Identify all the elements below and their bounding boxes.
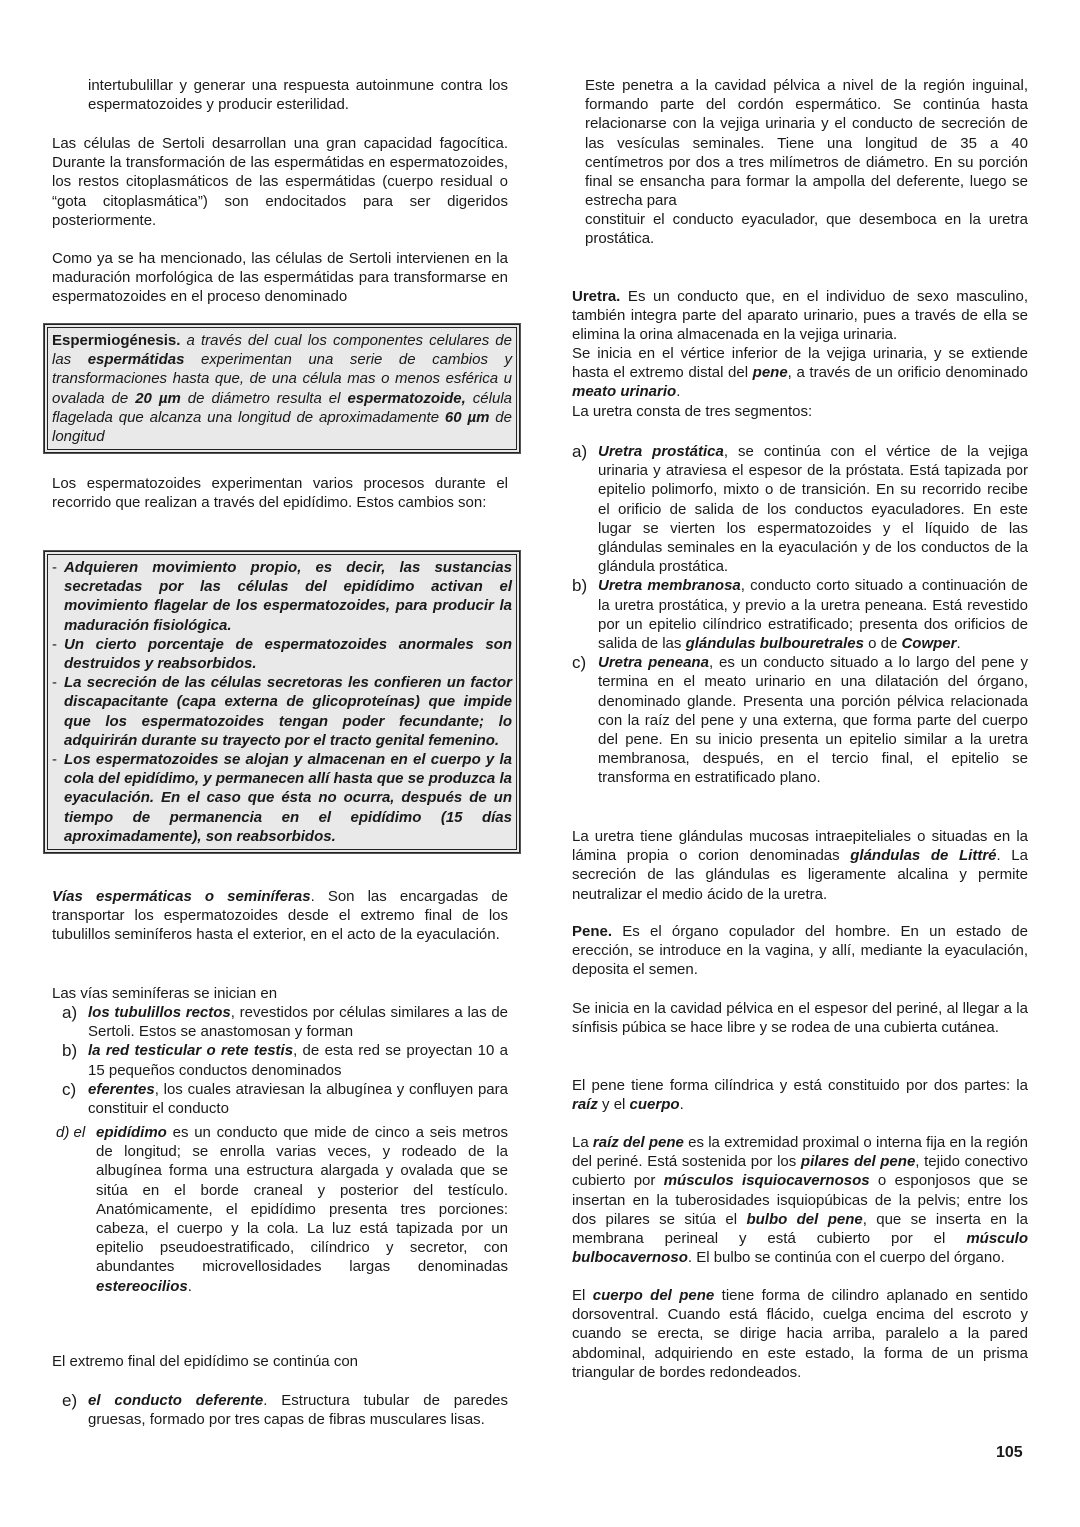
paragraph-pene: [572, 922, 1028, 980]
text-run: Este penetra a la cavidad pélvica a nivel de la región inguinal, formando parte del cordón espermático. Se continúa hasta relacionarse con la vejiga urinaria y el conducto de secreción de las vesículas seminales. Tiene una longitud de 35 a 40 centímetros por dos a tres milímetros de diámetro. En su porción final se ensancha para formar la ampolla del deferente, luego se estrecha para: [585, 77, 1028, 210]
paragraph-extremo-final: [52, 1352, 508, 1371]
emphasized-text: espermatozoide,: [347, 389, 466, 407]
text-run: Como ya se ha mencionado, las células de Sertoli intervienen en la maduración morfológica de las espermátidas para transformarse en espermatozoides en el proceso denominado: [52, 250, 508, 306]
list-item: [52, 1391, 508, 1429]
emphasized-text: glándulas de Littré: [850, 847, 997, 865]
emphasized-text: 60 µm: [444, 408, 490, 426]
list-marker: c): [572, 653, 587, 673]
text-run: La uretra tiene glándulas mucosas intraepiteliales o situadas en la lámina propia o corion denominadas: [572, 828, 1028, 865]
emphasized-text: Pene.: [572, 923, 613, 940]
list-marker: c): [62, 1079, 77, 1099]
emphasized-text: Uretra peneana: [598, 654, 709, 672]
text-run: El: [572, 1287, 593, 1304]
paragraph-deferente-end: [585, 210, 1028, 248]
list-marker: -: [52, 674, 57, 692]
text-run: Las vías seminíferas se inician en: [52, 985, 278, 1002]
text-run: , se continúa con el vértice de la vejiga urinaria y atraviesa el espesor de la próstata. Está tapizada por epitelio polimorfo, mixto o de transición. En su recorrido recibe el orificio de salida de los conductos eyaculadores. En este lugar se vierten los espermatozoides y el líquido de las glándulas seminales en la eyaculación y de los conductos de la glándula prostática.: [598, 443, 1028, 576]
list-marker: a): [572, 442, 588, 461]
list-item-text: [598, 442, 1028, 576]
page-number: 105: [996, 1444, 1023, 1461]
paragraph-epididymis-changes: [52, 474, 508, 512]
emphasized-text: de longitud: [52, 408, 512, 446]
paragraph-sertoli-phagocytic: [52, 134, 508, 230]
item-conducto-deferente: [52, 1391, 508, 1429]
list-item: [52, 558, 512, 635]
text-run: . Son las encargadas de transportar los espermatozoides desde el extremo final de los tubulillos seminíferos hasta el exterior, en el acto de la eyaculación.: [52, 888, 509, 944]
changes-list-box: [44, 551, 520, 853]
emphasized-text: de diámetro resulta el: [180, 389, 348, 407]
paragraph-uretra-inicio: [572, 344, 1028, 402]
emphasized-text: los tubulillos rectos: [88, 1004, 231, 1021]
paragraph-cuerpo-pene: [572, 1286, 1028, 1382]
list-item: [52, 1041, 508, 1079]
text-run: y el: [597, 1096, 630, 1114]
text-run: .: [679, 1096, 684, 1114]
list-item-text: [598, 653, 1028, 787]
text-run: Es un conducto que, en el individuo de sexo masculino, también integra parte del aparato urinario, pues a través de ella se elimina la orina almacenada en la vejiga urinaria.: [572, 288, 1028, 344]
emphasized-text: Vías espermáticas o seminíferas: [52, 888, 311, 905]
text-run: o de: [863, 635, 902, 653]
list-marker: -: [52, 635, 57, 653]
text-run: Se inicia en la cavidad pélvica en el espesor del periné, al llegar a la sínfisis púbica se hace libre y se rodea de una cubierta cutánea.: [572, 1000, 1028, 1037]
item-epididimo: [56, 1123, 508, 1296]
list-marker: d) el: [56, 1124, 86, 1141]
list-item-text: [64, 558, 512, 635]
emphasized-text: raíz: [572, 1096, 598, 1114]
list-item: [52, 635, 512, 673]
text-run: , que se inserta en la membrana perineal y está cubierto por el: [572, 1210, 1028, 1248]
text-run: . Estructura tubular de paredes gruesas, formado por tres capas de fibras musculares lisas.: [88, 1392, 509, 1429]
text-run: La uretra consta de tres segmentos:: [572, 403, 813, 420]
emphasized-text: epidídimo: [96, 1124, 167, 1141]
text-run: tiene forma de cilindro aplanado en sentido dorsoventral. Cuando está flácido, cuelga encima del escroto y cuando se erecta, se dirige hacia arriba, paralelo a la pared abdominal, adquiriendo en este estado, la forma de un prisma triangular de bordes redondeados.: [572, 1287, 1028, 1381]
text-run: La: [572, 1134, 593, 1151]
emphasized-text: espermátidas: [87, 351, 185, 369]
paragraph-raiz-pene: [572, 1133, 1028, 1267]
emphasized-text: Un cierto porcentaje de espermatozoides anormales son destruidos y reabsorbidos.: [64, 635, 512, 673]
vias-list: [52, 1003, 508, 1118]
emphasized-text: Espermiogénesis.: [52, 332, 181, 349]
list-item: [52, 1080, 508, 1118]
emphasized-text: pilares del pene: [800, 1153, 916, 1171]
text-run: . El bulbo se continúa con el cuerpo del órgano.: [687, 1249, 1005, 1267]
emphasized-text: eferentes: [88, 1080, 155, 1098]
text-run: es la extremidad proximal o interna fija en la región del periné. Está sostenida por los: [572, 1134, 1028, 1171]
emphasized-text: la red testicular o rete testis: [88, 1042, 294, 1060]
emphasized-text: Uretra membranosa: [598, 577, 741, 595]
text-run: El extremo final del epidídimo se continúa con: [52, 1353, 359, 1370]
list-marker: a): [62, 1003, 78, 1022]
text-run: o esponjosos que se insertan en la tuberosidades isquiopúbicas de la pelvis; entre los dos pilares se sitúa el: [572, 1172, 1028, 1228]
emphasized-text: estereocilios: [96, 1277, 188, 1295]
emphasized-text: Cowper: [901, 635, 957, 653]
emphasized-text: Adquieren movimiento propio, es decir, las sustancias secretadas por las células del epidídimo activan el movimiento flagelar de los espermatozoides, para producir la maduración fisiológica.: [64, 559, 512, 634]
emphasized-text: cuerpo: [629, 1096, 680, 1114]
text-run: .: [187, 1277, 192, 1295]
paragraph-deferente: [585, 76, 1028, 210]
list-item: [562, 653, 1028, 787]
text-run: , es un conducto situado a lo largo del pene y termina en el meato urinario en una dilatación del órgano, denominado glande. Presenta una porción pélvica relacionada con la raíz del pene y una externa, que forma parte del cuerpo del pene. En su inicio presenta un epitelio similar a la uretra membranosa, después, en el tercio final, el epitelio se transforma en estratificado plano.: [598, 654, 1028, 787]
list-item-text: [598, 576, 1028, 653]
list-item-text: [64, 750, 512, 846]
emphasized-text: Uretra.: [572, 288, 621, 305]
paragraph-uretra-segmentos: [572, 402, 1028, 421]
paragraph-pene-inicio: [572, 999, 1028, 1037]
list-item-text: [64, 635, 512, 673]
list-item: [52, 673, 512, 750]
list-marker: -: [52, 751, 57, 769]
paragraph-continuation: [88, 76, 508, 114]
paragraph-glandulas-littre: [572, 827, 1028, 904]
emphasized-text: Uretra prostática: [598, 443, 724, 460]
list-marker: b): [62, 1041, 78, 1061]
paragraph-vias-espermaticas: [52, 887, 508, 945]
emphasized-text: músculos isquiocavernosos: [663, 1172, 870, 1190]
text-run: es un conducto que mide de cinco a seis metros de longitud; se enrolla varias veces, y rodeado de la albugínea forma una estructura alargada y ovalada que se sitúa en el borde craneal y posterior del testículo. Anatómicamente, el epidídimo presenta tres porciones: cabeza, el cuerpo y la cola. La luz está tapizada por un epitelio pseudoestratificado, cilíndrico y secretor, con abundantes microvellosidades largas denominadas: [96, 1124, 508, 1276]
text-run: El pene tiene forma cilíndrica y está constituido por dos partes: la: [572, 1077, 1028, 1094]
list-item: [52, 1003, 508, 1041]
emphasized-text: La secreción de las células secretoras les confieren un factor discapacitante (capa externa de glicoproteínas) que impide que los espermatozoides tengan poder fecundante; lo adquirirán durante su trayecto por el tracto genital femenino.: [64, 674, 512, 749]
espermiogenesis-box: [44, 324, 520, 453]
list-item: [562, 576, 1028, 653]
text-run: Se inicia en el vértice inferior de la vejiga urinaria, y se extiende hasta el extremo distal del: [572, 345, 1028, 382]
list-item-text: [96, 1123, 508, 1296]
paragraph-vias-inicio: [52, 984, 508, 1003]
emphasized-text: experimentan una serie de cambios y transformaciones hasta que, de una célula mas o menos esférica u ovalada de: [52, 351, 512, 407]
text-run: constituir el conducto eyaculador, que desemboca en la uretra prostática.: [585, 211, 1028, 248]
emphasized-text: bulbo del pene: [746, 1210, 863, 1228]
list-item-text: [88, 1003, 508, 1041]
list-item: [562, 442, 1028, 576]
emphasized-text: pene: [752, 364, 788, 382]
list-item-text: [88, 1391, 508, 1429]
emphasized-text: a través del cual los componentes celulares de las: [52, 332, 512, 369]
list-item-text: [88, 1080, 508, 1118]
paragraph-uretra: [572, 287, 1028, 345]
text-run: , tejido conectivo cubierto por: [572, 1153, 1029, 1190]
emphasized-text: Los espermatozoides se alojan y almacenan en el cuerpo y la cola del epidídimo, y permanecen allí hasta que se produzca la eyaculación. En el caso que ésta no ocurra, después de un tiempo de permanencia en el epidídimo (15 días aproximadamente), son reabsorbidos.: [64, 751, 512, 845]
uretra-segments-list: [562, 442, 1028, 788]
emphasized-text: glándulas bulbouretrales: [685, 635, 864, 653]
emphasized-text: músculo bulbocavernoso: [572, 1230, 1028, 1267]
text-run: , de esta red se proyectan 10 a 15 pequeños conductos denominados: [88, 1042, 508, 1079]
text-run: Las células de Sertoli desarrollan una gran capacidad fagocítica. Durante la transformación de las espermátidas en espermatozoides, los restos citoplasmáticos de las espermátidas (cuerpo residual o “gota citoplasmática”) son endocitados para ser digeridos posteriormente.: [52, 135, 508, 229]
paragraph-sertoli-maturation: [52, 249, 508, 307]
list-item-text: [64, 673, 512, 750]
list-marker: -: [52, 559, 57, 576]
emphasized-text: raíz del pene: [592, 1134, 684, 1151]
emphasized-text: 20 µm: [135, 389, 181, 407]
text-run: , a través de un orificio denominado: [787, 364, 1028, 382]
paragraph-pene-forma: [572, 1076, 1028, 1114]
text-run: , revestidos por células similares a las de Sertoli. Estos se anastomosan y forman: [88, 1004, 509, 1041]
list-marker: e): [62, 1391, 78, 1410]
list-item: [56, 1123, 508, 1296]
text-run: .: [956, 635, 961, 653]
text-run: . La secreción de las glándulas es ligeramente alcalina y permite neutralizar el medio ácido de la uretra.: [572, 847, 1028, 903]
list-item: [52, 750, 512, 846]
emphasized-text: célula flagelada que alcanza una longitud de aproximadamente: [52, 389, 512, 426]
list-marker: b): [572, 576, 588, 596]
emphasized-text: meato urinario: [572, 383, 677, 401]
text-run: Es el órgano copulador del hombre. En un estado de erección, se introduce en la vagina, y allí, mediante la eyaculación, deposita el semen.: [572, 923, 1028, 979]
emphasized-text: el conducto deferente: [88, 1392, 264, 1409]
list-item-text: [88, 1041, 508, 1079]
text-run: Los espermatozoides experimentan varios procesos durante el recorrido que realizan a través del epidídimo. Estos cambios son:: [52, 475, 508, 512]
emphasized-text: cuerpo del pene: [592, 1287, 715, 1304]
text-run: intertubulillar y generar una respuesta autoinmune contra los espermatozoides y producir esterilidad.: [88, 77, 508, 114]
text-run: , conducto corto situado a continuación de la uretra prostática, y previo a la uretra peneana. Está revestido por un epitelio cilíndrico estratificado; presenta dos orificios de salida de las: [598, 577, 1028, 653]
text-run: , los cuales atraviesan la albugínea y confluyen para constituir el conducto: [88, 1080, 508, 1118]
text-run: .: [676, 383, 681, 401]
